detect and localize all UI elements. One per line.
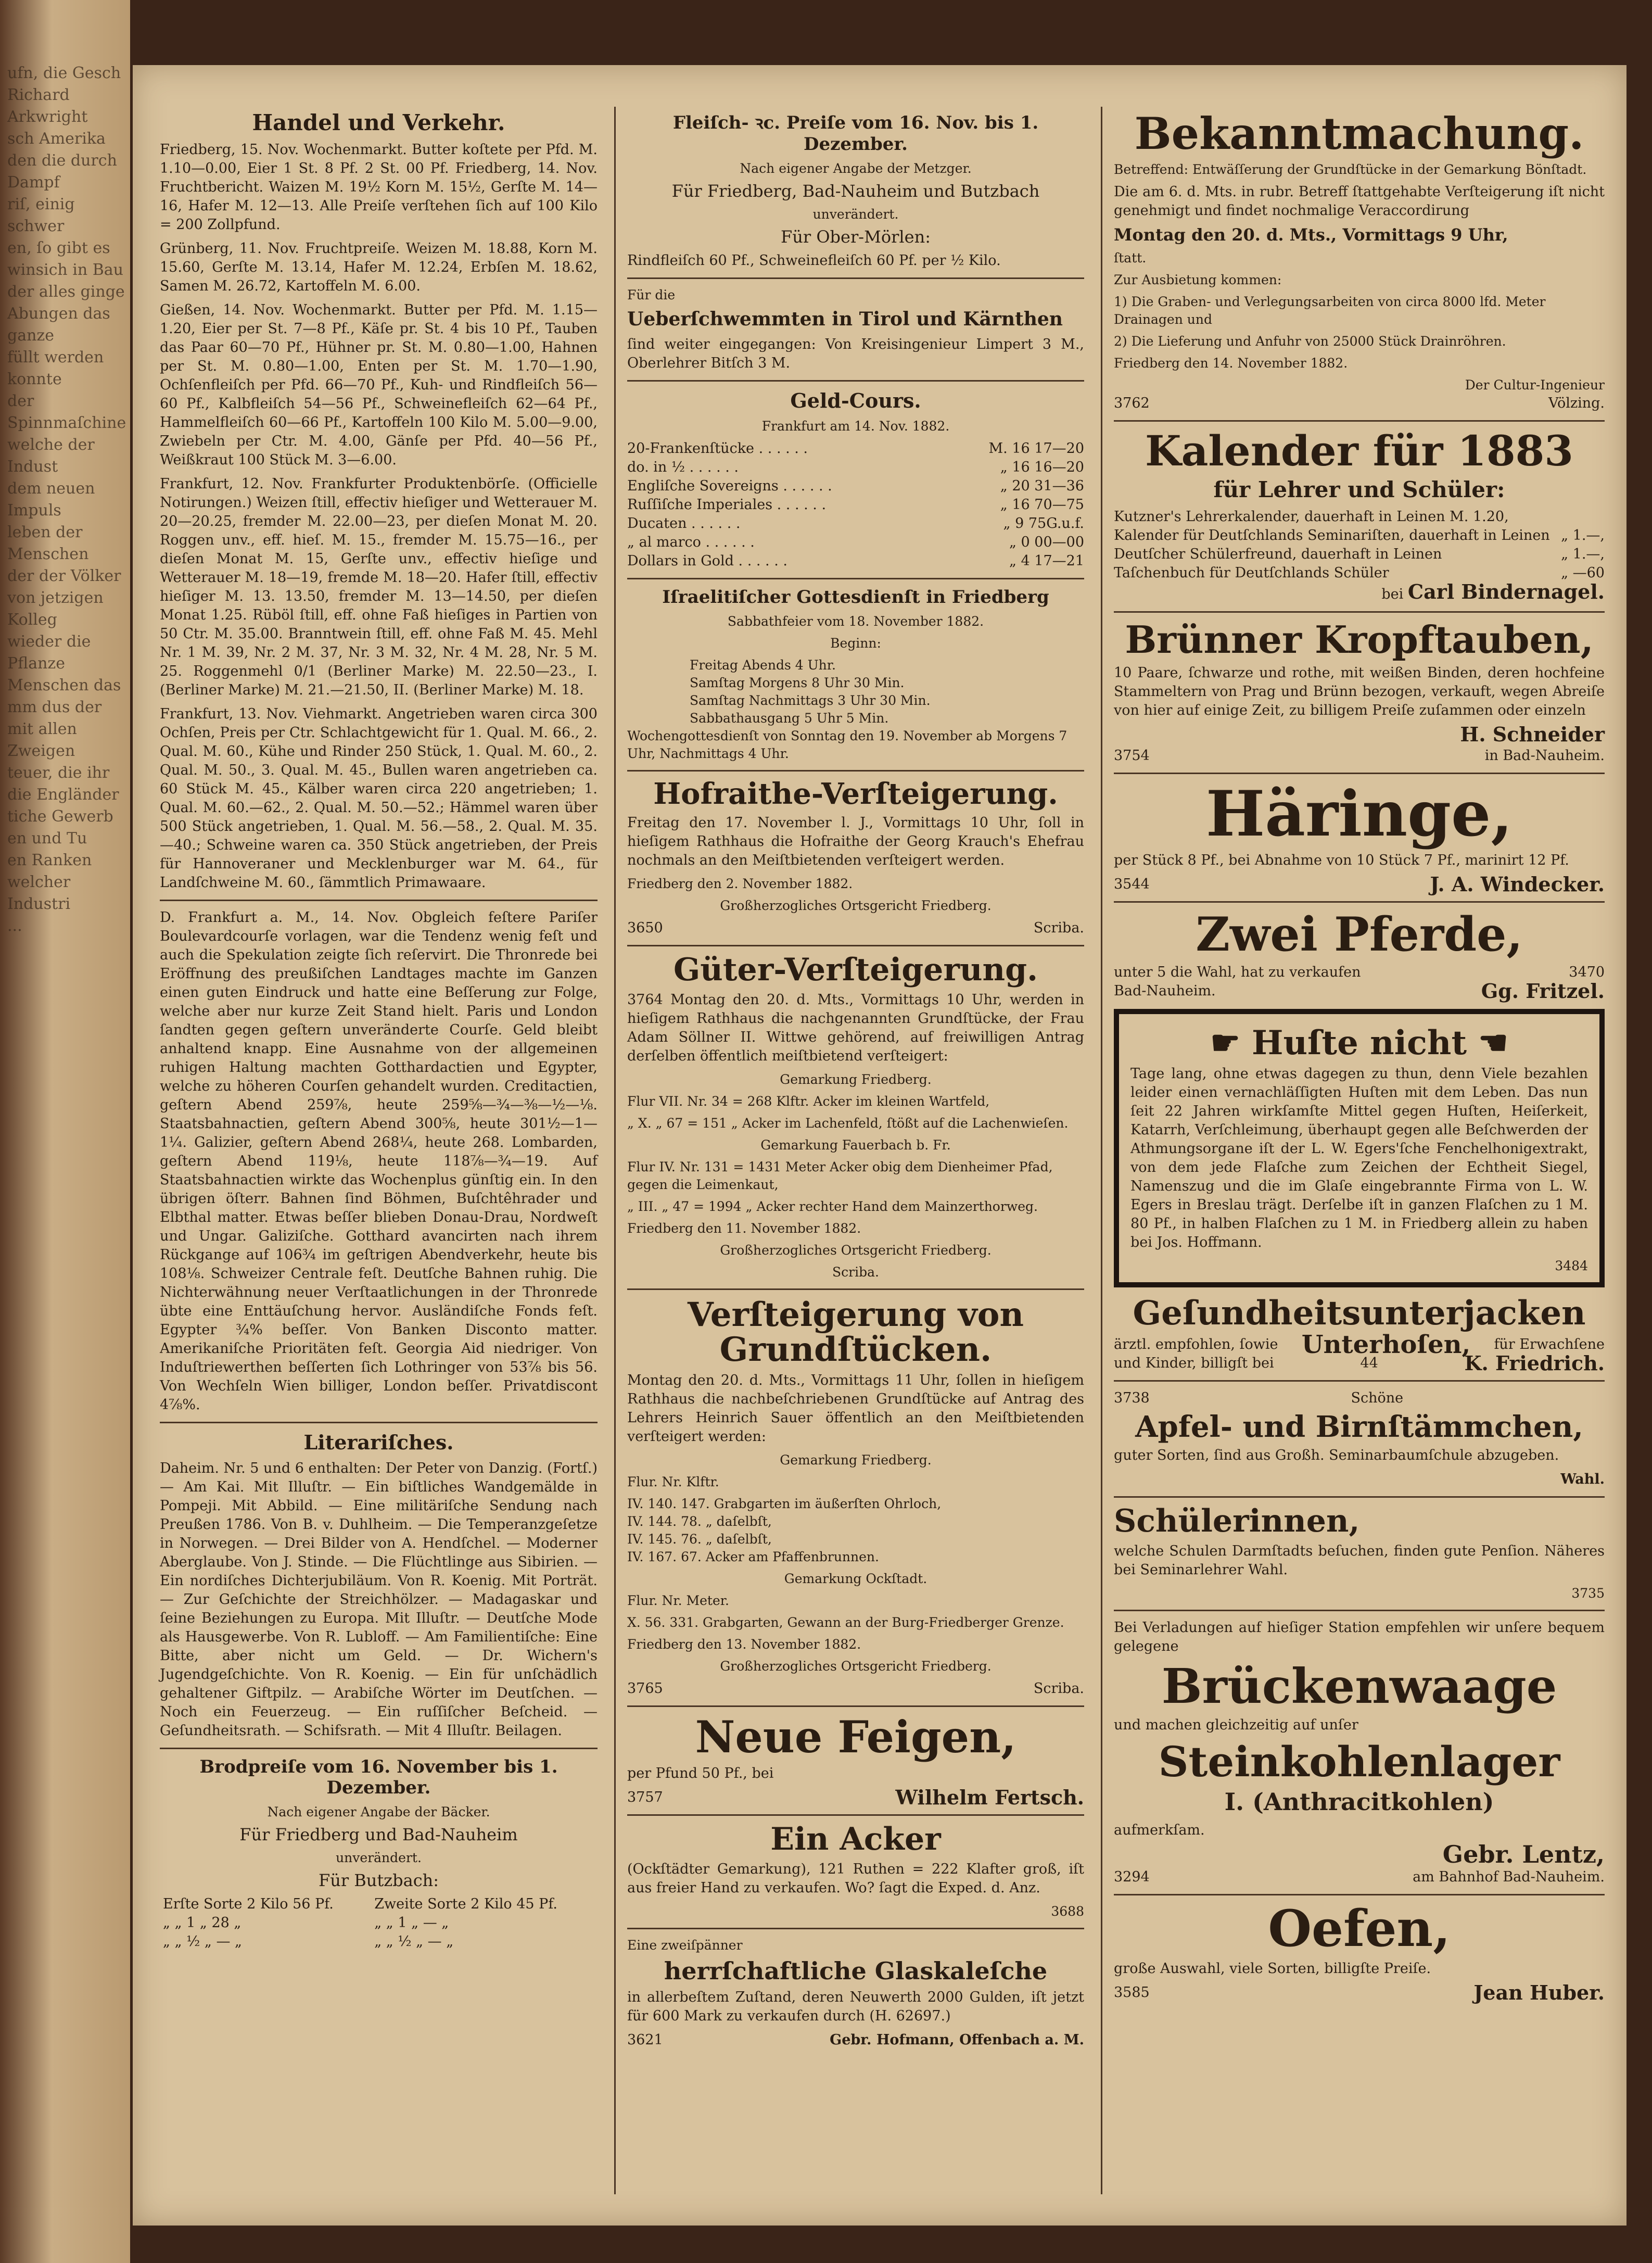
gueter-sign: Scriba. — [832, 1264, 879, 1280]
oefen-footer — [1114, 1980, 1605, 2004]
money-sub: Frankfurt am 14. Nov. 1882. — [761, 419, 950, 434]
ad-number: 3470 — [1569, 964, 1605, 981]
divider — [160, 1422, 598, 1423]
bread-unchanged: unverändert. — [336, 1850, 422, 1865]
gueter-row: „ X. „ 67 = 151 „ Acker im Lachenfeld, ſtößt auf die Lachenwieſen. — [627, 1115, 1069, 1131]
glas-heading: herrſchaftliche Glaskaleſche — [664, 1957, 1048, 1986]
kalender-sub: für Lehrer und Schüler: — [1213, 477, 1505, 503]
kalender-heading: Kalender für 1883 — [1145, 426, 1573, 476]
gueter-date: Friedberg den 11. November 1882. — [627, 1220, 861, 1236]
bread-cell: „ „ 1 „ — „ — [374, 1915, 449, 1931]
glas-pre: Eine zweiſpänner — [627, 1938, 743, 1953]
meat-prices: Rindfleiſch 60 Pf., Schweinefleiſch 60 Pf. per ½ Kilo. — [627, 252, 1001, 269]
bek-list-head: Zur Ausbietung kommen: — [1114, 272, 1282, 288]
advertiser-name: Gebr. Lentz, — [1442, 1840, 1605, 1869]
bek-list-item: 1) Die Graben- und Verlegungsarbeiten von circa 8000 lfd. Meter Drainagen und — [1114, 294, 1550, 327]
money-table — [627, 439, 1084, 571]
money-label: 20-Frankenſtücke . . . . . . — [627, 440, 808, 457]
grund-date: Friedberg den 13. November 1882. — [627, 1637, 861, 1652]
ad-number: 3585 — [1114, 1984, 1150, 2001]
divider — [627, 770, 1084, 772]
bread-cell: „ „ ½ „ — „ — [374, 1933, 454, 1950]
gueter-gemarkung-1: Gemarkung Friedberg. — [780, 1071, 932, 1087]
apfel-name: Wahl. — [1560, 1471, 1605, 1488]
bread-butzbach: Für Butzbach: — [319, 1870, 439, 1890]
ad-number: 3754 — [1114, 747, 1150, 764]
divider — [627, 578, 1084, 579]
grund-row: IV. 140. 147. Grabgarten im äußerſten Ohrloch, — [627, 1496, 942, 1512]
signature: Völzing. — [1548, 395, 1605, 412]
ges-left: ärztl. empfohlen, ſowie — [1114, 1336, 1278, 1352]
schuelerinnen-text: welche Schulen Darmſtadts beſuchen, finden gute Penſion. Näheres bei Seminarlehrer Wahl. — [1114, 1543, 1609, 1578]
divider — [1114, 611, 1605, 613]
grund-gemarkung-2: Gemarkung Ockſtadt. — [784, 1571, 927, 1587]
column-1 — [148, 107, 609, 2194]
trade-para-5: Frankfurt, 13. Nov. Viehmarkt. Angetrieben waren circa 300 Ochſen, Preis per Ctr. Schlachtgewicht für 1. Qual. M. 66., 2. Qual. M. 60., Kühe und Rinder 250 Stück, 1. Qual. M. 60., 2. Qual. M. 50., 3. Qual. M. 45., Bullen waren angetrieben ca. 60 Stück M. 45., Kälber waren circa 220 angetrieben; 1. Qual. M. 60.—62., 2. Qual. M. 50.—52.; Hämmel waren über 500 Stück angetrieben, 1. Qual. M. 56.—58., 2. Qual. M. 35.—40.; Schweine waren ca. 350 Stück angetrieben, der Preis für Hannoveraner und Mecklenburger war M. 64., für Landſchweine M. 60., ſämmtlich Primawaare. — [160, 706, 602, 891]
apfel-pre — [1114, 1389, 1605, 1408]
bread-sub: Nach eigener Angabe der Bäcker. — [267, 1804, 490, 1819]
divider — [1114, 901, 1605, 903]
steinkohlen-sub: I. (Anthracitkohlen) — [1224, 1788, 1494, 1816]
divider — [1114, 1380, 1605, 1382]
bread-region: Für Friedberg und Bad-Nauheim — [239, 1825, 518, 1844]
kropftauben-heading: Brünner Kropftauben, — [1125, 617, 1594, 662]
service-week: Wochengottesdienſt von Sonntag den 19. November ab Morgens 7 Uhr, Nachmittags 4 Uhr. — [627, 728, 1072, 761]
steinkohlen-footer — [1114, 1868, 1605, 1887]
divider — [1114, 1496, 1605, 1498]
ges-right: für Erwachſene — [1494, 1336, 1605, 1352]
glas-text: in allerbeſtem Zuſtand, deren Neuwerth 2000 Gulden, iſt jetzt für 600 Mark zu verkaufen durch (H. 62697.) — [627, 1989, 1089, 2024]
gesundheit-heading: Geſundheitsunterjacken — [1133, 1294, 1586, 1333]
pferde-text: unter 5 die Wahl, hat zu verkaufen — [1114, 964, 1361, 981]
money-value: „ 4 17—21 — [1009, 553, 1084, 569]
money-value: „ 16 70—75 — [1000, 497, 1084, 513]
bek-text: Die am 6. d. Mts. in rubr. Betreff ſtattgehabte Verſteigerung iſt nicht genehmigt und findet nochmalige Veraccordirung — [1114, 184, 1609, 219]
bek-list-item: 2) Die Lieferung und Anfuhr von 25000 Stück Drainröhren. — [1114, 334, 1506, 349]
kropftauben-footer — [1114, 747, 1605, 765]
signature: Scriba. — [1033, 1680, 1084, 1697]
bread-table — [160, 1895, 598, 1951]
ad-number: 44 — [1360, 1355, 1378, 1371]
pointing-hand-icon: ☛ — [1210, 1023, 1240, 1063]
trade-para-3: Gießen, 14. Nov. Wochenmarkt. Butter per Pfd. M. 1.15—1.20, Eier per St. 7—8 Pf., Käſe pr. St. 4 bis 10 Pf., Tauben das Paar 60—70 Pf., Hühner pr. St. M. 0.80—1.00, Hahnen per St. M. 0.80—1.00, Enten per St. M. 1.70—1.90, Ochſenfleiſch per Pfd. 66—70 Pf., Kuh- und Rindfleiſch 56—60 Pf., Kalbfleiſch 54—56 Pf., Schweinefleiſch 62—64 Pf., Hammelfleiſch 60—66 Pf., Kartoffeln 100 Kilo M. 5.00—9.00, Zwiebeln per Ctr. M. 4.00, Gänſe per Pfd. 40—56 Pf., Weißkraut 100 Stück M. 3—6.00. — [160, 302, 602, 468]
huste-num: 3484 — [1555, 1258, 1588, 1274]
money-label: Dollars in Gold . . . . . . — [627, 553, 787, 569]
grund-text: Montag den 20. d. Mts., Vormittags 11 Uhr, ſollen in hieſigem Rathhaus die nachbeſchriebenen Grundſtücke auf Antrag des Lehrers Heinrich Sauer öffentlich an den Meiſtbietenden verſteigert werden: — [627, 1372, 1089, 1445]
acker-heading: Ein Acker — [770, 1821, 941, 1858]
hofraithe-footer — [627, 919, 1084, 938]
apfel-pre-text: Schöne — [1351, 1389, 1404, 1406]
steinkohlen-auf: aufmerkſam. — [1114, 1822, 1205, 1839]
steinkohlen-name — [1114, 1840, 1605, 1869]
kal-bei: bei — [1381, 586, 1404, 603]
grund-row: IV. 167. 67. Acker am Pfaffenbrunnen. — [627, 1549, 879, 1565]
brueckenwaage-mid: und machen gleichzeitig auf unſer — [1114, 1717, 1358, 1734]
divider — [160, 900, 598, 901]
huste-heading — [1130, 1023, 1588, 1063]
divider — [627, 1928, 1084, 1929]
money-label: Ruſſiſche Imperiales . . . . . . — [627, 497, 827, 513]
gueter-gemarkung-2: Gemarkung Fauerbach b. Fr. — [760, 1137, 951, 1153]
ad-number: 3621 — [627, 2031, 663, 2048]
glas-footer — [627, 2031, 1084, 2050]
list-item — [1114, 526, 1605, 545]
ad-number: 3544 — [1114, 876, 1150, 892]
divider — [627, 1814, 1084, 1816]
schuelerinnen-heading: Schülerinnen, — [1114, 1503, 1360, 1540]
grund-row: IV. 144. 78. „ daſelbſt, — [627, 1514, 772, 1529]
table-row — [627, 514, 1084, 533]
grund-row: IV. 145. 76. „ daſelbſt, — [627, 1532, 772, 1547]
list-item — [1114, 508, 1605, 526]
literature-heading: Literariſches. — [303, 1431, 454, 1454]
advertiser-name: Jean Huber. — [1473, 1980, 1605, 2004]
huste-nicht-ad — [1114, 1009, 1605, 1287]
hofraithe-heading: Hofraithe-Verſteigerung. — [653, 777, 1058, 811]
kal-label: Kutzner's Lehrerkalender, dauerhaft in Leinen M. 1.20, — [1114, 509, 1509, 525]
bek-place: Friedberg den 14. November 1882. — [1114, 356, 1348, 371]
money-value: „ 16 16—20 — [1000, 459, 1084, 475]
money-value: M. 16 17—20 — [988, 440, 1084, 457]
newspaper-page — [133, 65, 1626, 2226]
flood-text: ſind weiter eingegangen: Von Kreisingenieur Limpert 3 M., Oberlehrer Bitſch 3 M. — [627, 336, 1089, 371]
meat-heading: Fleiſch- ꝛc. Preiſe vom 16. Nov. bis 1. Dezember. — [672, 112, 1039, 155]
grund-heading: Verſteigerung von Grundſtücken. — [687, 1295, 1024, 1369]
acker-num: 3688 — [1051, 1904, 1084, 1919]
money-heading: Geld-Cours. — [790, 389, 921, 412]
table-row — [160, 1914, 598, 1932]
kal-price: „ —60 — [1561, 565, 1605, 581]
bread-cell: „ „ 1 „ 28 „ — [163, 1915, 242, 1931]
service-line: Samſtag Morgens 8 Uhr 30 Min. — [690, 675, 905, 690]
grund-head-2: Flur. Nr. Meter. — [627, 1593, 729, 1609]
grund-court: Großherzogliches Ortsgericht Friedberg. — [720, 1659, 992, 1674]
gueter-row: Flur IV. Nr. 131 = 1431 Meter Acker obig dem Dienheimer Pfad, gegen die Leimenkaut, — [627, 1159, 1057, 1192]
place: Bad-Nauheim. — [1114, 983, 1216, 1000]
divider — [627, 277, 1084, 279]
ad-number: 3762 — [1114, 395, 1150, 412]
meat-sub: Nach eigener Angabe der Metzger. — [740, 161, 972, 176]
haeringe-heading: Häringe, — [1205, 777, 1513, 851]
gueter-heading: Güter-Verſteigerung. — [673, 951, 1038, 988]
service-times — [627, 656, 1084, 727]
kal-label: Kalender für Deutſchlands Seminariſten, dauerhaft in Leinen — [1114, 527, 1550, 544]
column-3 — [1101, 107, 1616, 2194]
advertiser-name: Wilhelm Fertsch. — [895, 1786, 1084, 1810]
bread-cell: Erſte Sorte 2 Kilo 56 Pf. — [163, 1896, 334, 1912]
bek-betr: Betreffend: Entwäſſerung der Grundſtücke in der Gemarkung Bönſtadt. — [1114, 162, 1587, 178]
table-row — [627, 458, 1084, 477]
divider — [627, 945, 1084, 946]
hofraithe-text: Freitag den 17. November l. J., Vormittags 10 Uhr, ſoll in hieſigem Rathhaus die Hofraithe der Georg Krauch's Ehefrau nochmals an den Meiſtbietenden verſteigert werden. — [627, 814, 1089, 868]
money-label: „ al marco . . . . . . — [627, 534, 755, 550]
hofraithe-court: Großherzogliches Ortsgericht Friedberg. — [720, 897, 992, 913]
kalender-list — [1114, 508, 1605, 583]
place: am Bahnhof Bad-Nauheim. — [1413, 1869, 1605, 1886]
ad-number: 3650 — [627, 919, 663, 936]
facing-page-text: ufn, die Gesch Richard Arkwright sch Amerika den die durch Dampf riſ, einig schwer en, ſo gibt es winsich in Bau der alles ginge Abungen das ganze füllt werden konnte der Spinnmaſchine welche der Indust dem neuen Impuls leben der Menschen der der Völker von jetzigen Kolleg wieder die Pflanze Menschen das mm dus der mit allen Zweigen teuer, die ihr die Engländer tiche Gewerb en und Tu en Ranken welcher Industri ... — [7, 64, 126, 935]
ges-line2: und Kinder, billigſt bei — [1114, 1355, 1274, 1371]
gueter-row: Flur VII. Nr. 34 = 268 Klftr. Acker im kleinen Wartfeld, — [627, 1093, 990, 1109]
money-label: Engliſche Sovereigns . . . . . . — [627, 478, 832, 494]
kropftauben-name — [1114, 722, 1605, 747]
divider — [1114, 773, 1605, 774]
bread-heading: Brodpreiſe vom 16. November bis 1. Dezember. — [199, 1756, 558, 1798]
advertiser-name: Gebr. Hofmann, Offenbach a. M. — [830, 2031, 1084, 2048]
feigen-footer — [627, 1786, 1084, 1810]
kal-price: „ 1.—, — [1561, 527, 1605, 544]
haeringe-footer — [1114, 872, 1605, 896]
trade-para-6: D. Frankfurt a. M., 14. Nov. Obgleich feſtere Pariſer Boulevardcourſe vorlagen, war die Tendenz wenig feſt und auch die Spekulation zeigte ſich reſervirt. Die Thronrede bei Eröffnung des preußiſchen Landtages machte im Ganzen einen guten Eindruck und hatte eine Beſſerung zur Folge, welche aber nur kurze Zeit Stand hielt. Paris und London ſandten gegen geſtern unveränderte Courſe. Geld bleibt anhaltend knapp. Eine Ausnahme von der allgemeinen ruhigen Haltung machten Gotthardactien und Egypter, welche zu höheren Courſen gehandelt wurden. Creditactien, geſtern Abend 259⅞, heute 259⅝—¾—⅜—½—⅛. Staatsbahnactien, geſtern Abend 300⅝, heute 301½—1—1¼. Galizier, geſtern Abend 268¼, heute 268. Lombarden, geſtern Abend 119⅛, heute 118⅞—¾—19. Auf Staatsbahnactien wirkte das Wochenplus günſtig ein. In den übrigen öſterr. Bahnen ſind Böhmen, Buſchtêhrader und Elbthal matter. Etwas beſſer blieben Donau-Drau, Nordweſt und Ungar. Galiziſche. Gotthard avancirten nach ihrem Rückgange auf 106¾ im geſtrigen Abendverkehr, heute bis 108⅛. Schweizer Centrale feſt. Deutſche Bahnen ruhig. Die Nichterwähnung neuer Verſtaatlichungen in der Thronrede übte eine Enttäuſchung hervor. Ausländiſche Fonds feſt. Egypter ¾% beſſer. Von Banken Disconto matter. Amerikaniſche Prioritäten feſt. Georgia Aid niedriger. Von Induſtriewerthen beſſerten ſich Lothringer von 53⅞ bis 56. Von Wechſeln Wien billiger, London beſſer. Privatdiscont 4⅞%. — [160, 909, 602, 1413]
trade-para-4: Frankfurt, 12. Nov. Frankfurter Produktenbörſe. (Officielle Notirungen.) Weizen ſtill, effectiv hieſiger und Wetterauer M. 20—20.25, fremder M. 22.00—23, per dieſen Monat M. 20. Roggen unv., eff. hieſ. M. 15., fremder M. 15.75—16., per dieſen Monat M. 15, Gerſte unv., effectiv hieſige und Wetterauer M. 18—19, fremde M. 18—20. Hafer ſtill, effectiv hieſiger M. 13. 13.50, fremder M. 13—14.50, per dieſen Monat 1.25. Rüböl ſtill, eff. ohne Faß hieſiges in Partien von 50 Ctr. M. 35.00. Branntwein ſtill, eff. ohne Faß M. 45. Mehl Nr. 1 M. 39, Nr. 2 M. 37, Nr. 3 M. 32, Nr. 4 M. 28, Nr. 5 M. 25. Roggenmehl 0/1 (Berliner Marke) M. 22.50—23., I. (Berliner Marke) M. 21.—21.50, II. (Berliner Marke) M. 18. — [160, 476, 602, 698]
divider — [1114, 420, 1605, 422]
advertiser-name: K. Friedrich. — [1464, 1351, 1605, 1375]
column-2 — [614, 107, 1096, 2194]
ad-number: 3757 — [627, 1789, 663, 1806]
advertiser-name: Gg. Fritzel. — [1481, 979, 1605, 1003]
service-line: Samſtag Nachmittags 3 Uhr 30 Min. — [690, 693, 931, 708]
divider — [627, 1288, 1084, 1290]
money-value: „ 0 00—00 — [1009, 534, 1084, 550]
kal-label: Deutſcher Schülerfreund, dauerhaft in Leinen — [1114, 546, 1442, 563]
bread-cell: Zweite Sorte 2 Kilo 45 Pf. — [374, 1896, 557, 1912]
bread-cell: „ „ ½ „ — „ — [163, 1933, 243, 1950]
flood-heading: Ueberſchwemmten in Tirol und Kärnthen — [627, 308, 1063, 330]
feigen-heading: Neue Feigen, — [695, 1711, 1016, 1763]
table-row — [627, 552, 1084, 571]
ges-mid: Unterhoſen, — [1301, 1330, 1471, 1359]
service-line: Sabbathausgang 5 Uhr 5 Min. — [690, 711, 889, 726]
divider — [1114, 1610, 1605, 1611]
grund-row: X. 56. 331. Grabgarten, Gewann an der Burg-Friedberger Grenze. — [627, 1615, 1064, 1630]
bek-office: Der Cultur-Ingenieur — [1465, 377, 1605, 393]
advertiser-name: H. Schneider — [1460, 722, 1605, 746]
literature-text: Daheim. Nr. 5 und 6 enthalten: Der Peter von Danzig. (Fortſ.) — Am Kai. Mit Illuſtr. — Ein biſtliches Wandgemälde in Pompeji. Mit Abbild. — Eine militäriſche Sendung nach Preußen 1786. Von B. v. Duhlheim. — Die Temperanzgeſetze in Norwegen. — Drei Bilder von A. Hendſchel. — Moderner Aberglaube. Von J. Stinde. — Die Flüchtlinge aus Sibirien. — Ein nordiſches Dichterjubiläum. Von R. Koenig. Mit Porträt. — Zur Geſchichte der Streichhölzer. — Madagaskar und ſeine Beziehungen zu Europa. Mit Illuſtr. — Deutſche Mode als Hausgewerbe. Von R. Lubloff. — Am Familientiſche: Eine Bitte, aber nicht um Geld. — Dr. Wichern's Jugendgeſchichte. Von R. Koenig. — Ein für unſchädlich gehaltener Giftpilz. — Arabiſche Wörter im Deutſchen. — Noch ein Feuerzeug. — Ein ruſſiſcher Beſcheid. — Geſundheitsrath. — Schifsrath. — Mit 4 Illuſtr. Beilagen. — [160, 1460, 602, 1739]
ad-number: 3738 — [1114, 1389, 1150, 1406]
advertiser-name: J. A. Windecker. — [1430, 872, 1605, 896]
list-item — [1114, 545, 1605, 564]
money-value: „ 20 31—36 — [1000, 478, 1084, 494]
divider — [627, 1705, 1084, 1707]
grund-gemarkung-1: Gemarkung Friedberg. — [780, 1452, 932, 1468]
table-row — [627, 477, 1084, 496]
trade-para-2: Grünberg, 11. Nov. Fruchtpreiſe. Weizen M. 18.88, Korn M. 15.60, Gerſte M. 13.14, Hafer M. 12.24, Erbſen M. 18.62, Samen M. 26.72, Kartoffeln M. 6.00. — [160, 241, 602, 294]
facing-page-edge — [0, 0, 130, 2263]
oefen-heading: Oefen, — [1268, 1899, 1451, 1958]
kal-label: Taſchenbuch für Deutſchlands Schüler — [1114, 565, 1389, 581]
steinkohlen-heading: Steinkohlenlager — [1158, 1737, 1560, 1787]
money-label: Ducaten . . . . . . — [627, 515, 741, 532]
bek-date: Montag den 20. d. Mts., Vormittags 9 Uhr, — [1114, 225, 1508, 245]
money-label: do. in ½ . . . . . . — [627, 459, 739, 475]
grund-head-1: Flur. Nr. Klftr. — [627, 1474, 719, 1490]
kal-price: „ 1.—, — [1561, 546, 1605, 563]
service-begin: Beginn: — [830, 636, 881, 651]
flood-for: Für die — [627, 287, 676, 302]
grund-footer — [627, 1679, 1084, 1698]
advertiser-name: Carl Bindernagel. — [1407, 580, 1605, 604]
schuelerinnen-num: 3735 — [1571, 1586, 1605, 1601]
feigen-text: per Pfund 50 Pf., bei — [627, 1765, 774, 1782]
service-heading: Iſraelitiſcher Gottesdienſt in Friedberg — [662, 587, 1049, 608]
haeringe-text: per Stück 8 Pf., bei Abnahme von 10 Stück 7 Pf., marinirt 12 Pf. — [1114, 852, 1569, 868]
huste-title: Huſte nicht — [1252, 1023, 1467, 1063]
meat-obermoerlen: Für Ober-Mörlen: — [781, 227, 931, 247]
oefen-text: große Auswahl, viele Sorten, billigſte Preiſe. — [1114, 1960, 1431, 1977]
ad-number: 3765 — [627, 1680, 663, 1697]
meat-unchanged: unverändert. — [812, 207, 899, 222]
bekanntmachung-heading: Bekanntmachung. — [1134, 108, 1584, 159]
pferde-footer — [1114, 979, 1605, 1003]
table-row — [627, 533, 1084, 552]
table-row — [627, 496, 1084, 514]
gueter-court: Großherzogliches Ortsgericht Friedberg. — [720, 1242, 992, 1258]
trade-para-1: Friedberg, 15. Nov. Wochenmarkt. Butter koſtete per Pfd. M. 1.10—0.00, Eier 1 St. 8 Pf. 2 St. 00 Pf. Friedberg, 14. Nov. Fruchtbericht. Waizen M. 19½ Korn M. 15½, Gerſte M. 14—16, Hafer M. 12—13. Alle Preiſe verſtehen ſich auf 100 Kilo = 200 Zollpfund. — [160, 142, 602, 233]
kalender-footer — [1114, 580, 1605, 604]
service-line: Freitag Abends 4 Uhr. — [690, 658, 836, 673]
brueckenwaage-heading: Brückenwaage — [1161, 1658, 1557, 1715]
divider — [160, 1748, 598, 1749]
brueckenwaage-pre: Bei Verladungen auf hieſiger Station empfehlen wir unſere bequem gelegene — [1114, 1620, 1609, 1655]
gueter-text: 3764 Montag den 20. d. Mts., Vormittags 10 Uhr, werden in hieſigem Rathhaus die nachgenannten Grundſtücke, der Frau Adam Söllner II. Wittwe gehörend, auf freiwilligen Antrag derſelben öffentlich meiſtbietend verſteigert: — [627, 991, 1089, 1064]
money-value: „ 9 75G.u.f. — [1003, 515, 1084, 532]
trade-heading: Handel und Verkehr. — [252, 110, 505, 135]
gueter-row: „ III. „ 47 = 1994 „ Acker rechter Hand dem Mainzerthorweg. — [627, 1198, 1038, 1214]
ad-number: 3294 — [1114, 1869, 1150, 1886]
kropftauben-text: 10 Paare, ſchwarze und rothe, mit weißen Binden, deren hochfeine Stammeltern von Prag und Brünn bezogen, verkauft, wegen Abreiſe von hier auf einige Zeit, zu billigem Preiſe zuſammen oder einzeln — [1114, 664, 1609, 718]
divider — [1114, 1894, 1605, 1895]
pointing-hand-icon: ☚ — [1478, 1023, 1508, 1063]
divider — [627, 380, 1084, 382]
apfel-text: guter Sorten, ſind aus Großh. Seminarbaumſchule abzugeben. — [1114, 1447, 1559, 1464]
apfel-heading: Apfel- und Birnſtämmchen, — [1135, 1409, 1583, 1444]
bek-statt: ſtatt. — [1114, 250, 1147, 266]
bek-footer — [1114, 394, 1605, 413]
place: in Bad-Nauheim. — [1484, 747, 1605, 764]
hofraithe-date: Friedberg den 2. November 1882. — [627, 876, 853, 891]
signature: Scriba. — [1033, 919, 1084, 936]
huste-text: Tage lang, ohne etwas dagegen zu thun, denn Viele bezahlen leider einen vernachläſſigten Huſten mit dem Leben. Das nun ſeit 22 Jahren wirkſamſte Mittel gegen Huſten, Heiſerkeit, Katarrh, Verſchleimung, überhaupt gegen alle Beſchwerden der Athmungsorgane iſt der L. W. Egers'ſche Fenchelhonigextrakt, von dem jede Flaſche zum Zeichen der Echtheit Siegel, Namenszug und die im Glaſe eingebrannte Firma von L. W. Egers in Breslau trägt. Derſelbe iſt in ganzen Flaſchen zu 1 M. 80 Pf., in halben Flaſchen zu 1 M. in Friedberg allein zu haben bei Jos. Hoffmann. — [1130, 1066, 1593, 1251]
service-sub: Sabbathfeier vom 18. November 1882. — [727, 614, 984, 629]
table-row — [160, 1895, 598, 1914]
table-row — [160, 1932, 598, 1951]
table-row — [627, 439, 1084, 458]
meat-region: Für Friedberg, Bad-Nauheim und Butzbach — [671, 181, 1040, 201]
pferde-heading: Zwei Pferde, — [1196, 906, 1523, 962]
acker-text: (Ockſtädter Gemarkung), 121 Ruthen = 222 Klafter groß, iſt aus freier Hand zu verkaufen. Wo? ſagt die Exped. d. Anz. — [627, 1861, 1089, 1897]
